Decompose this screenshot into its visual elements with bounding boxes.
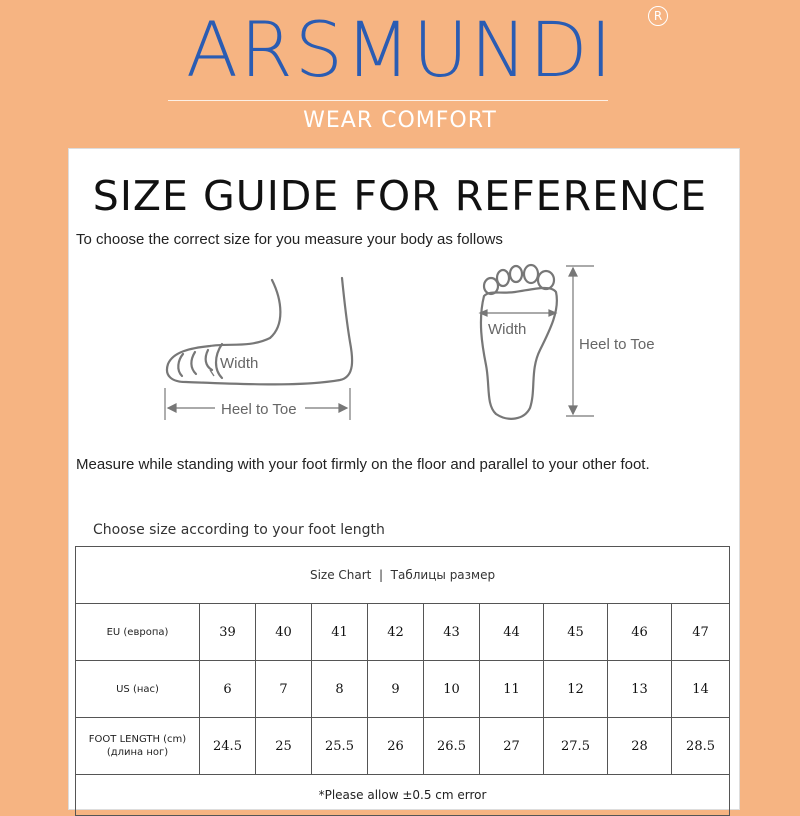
size-cell: 46 <box>608 604 672 661</box>
row-label-line: EU (европа) <box>106 626 169 638</box>
brand-logo: ARSMUNDI <box>185 5 615 94</box>
size-cell: 44 <box>480 604 544 661</box>
size-cell: 14 <box>672 661 730 718</box>
table-footnote-row <box>76 775 730 816</box>
size-cell: 12 <box>544 661 608 718</box>
size-cell: 45 <box>544 604 608 661</box>
size-cell: 43 <box>424 604 480 661</box>
size-cell: 13 <box>608 661 672 718</box>
size-cell: 11 <box>480 661 544 718</box>
side-foot-icon <box>167 278 352 384</box>
row-label-line: (длина ног) <box>106 747 169 758</box>
size-cell: 24.5 <box>200 718 256 775</box>
size-cell: 42 <box>368 604 424 661</box>
size-cell: 28.5 <box>672 718 730 775</box>
page-title: SIZE GUIDE FOR REFERENCE <box>92 172 708 220</box>
size-cell: 27 <box>480 718 544 775</box>
sole-foot-icon <box>481 265 557 419</box>
table-row <box>76 604 730 661</box>
size-cell: 9 <box>368 661 424 718</box>
row-label-line: FOOT LENGTH (cm) <box>88 734 187 745</box>
brand-tagline: WEAR COMFORT <box>303 108 497 133</box>
row-label <box>76 661 200 718</box>
size-cell: 8 <box>312 661 368 718</box>
side-width-label: Width <box>220 355 259 372</box>
tolerance-note: *Please allow ±0.5 cm error <box>76 775 730 816</box>
table-row <box>76 661 730 718</box>
size-cell: 27.5 <box>544 718 608 775</box>
table-row <box>76 718 730 775</box>
row-label-line: US (нас) <box>116 683 159 695</box>
size-cell: 40 <box>256 604 312 661</box>
size-cell: 47 <box>672 604 730 661</box>
registered-mark: R <box>648 6 668 26</box>
size-cell: 39 <box>200 604 256 661</box>
size-cell: 6 <box>200 661 256 718</box>
size-cell: 41 <box>312 604 368 661</box>
row-label <box>76 604 200 661</box>
side-length-label: Heel to Toe <box>221 401 297 418</box>
size-chart-table <box>75 546 730 816</box>
intro-text: To choose the correct size for you measure your body as follows <box>76 231 503 248</box>
sole-length-label: Heel to Toe <box>579 336 655 353</box>
size-cell: 25.5 <box>312 718 368 775</box>
size-cell: 25 <box>256 718 312 775</box>
sole-width-label: Width <box>488 321 527 338</box>
sole-width-arrow <box>480 310 556 316</box>
choose-size-note: Choose size according to your foot length <box>93 522 385 538</box>
size-cell: 7 <box>256 661 312 718</box>
size-cell: 26 <box>368 718 424 775</box>
row-label <box>76 718 200 775</box>
size-cell: 10 <box>424 661 480 718</box>
size-cell: 28 <box>608 718 672 775</box>
size-chart-header: Size Chart | Таблицы размер <box>76 547 730 604</box>
size-cell: 26.5 <box>424 718 480 775</box>
measure-instructions: Measure while standing with your foot firmly on the floor and parallel to your other foot. <box>76 456 650 473</box>
